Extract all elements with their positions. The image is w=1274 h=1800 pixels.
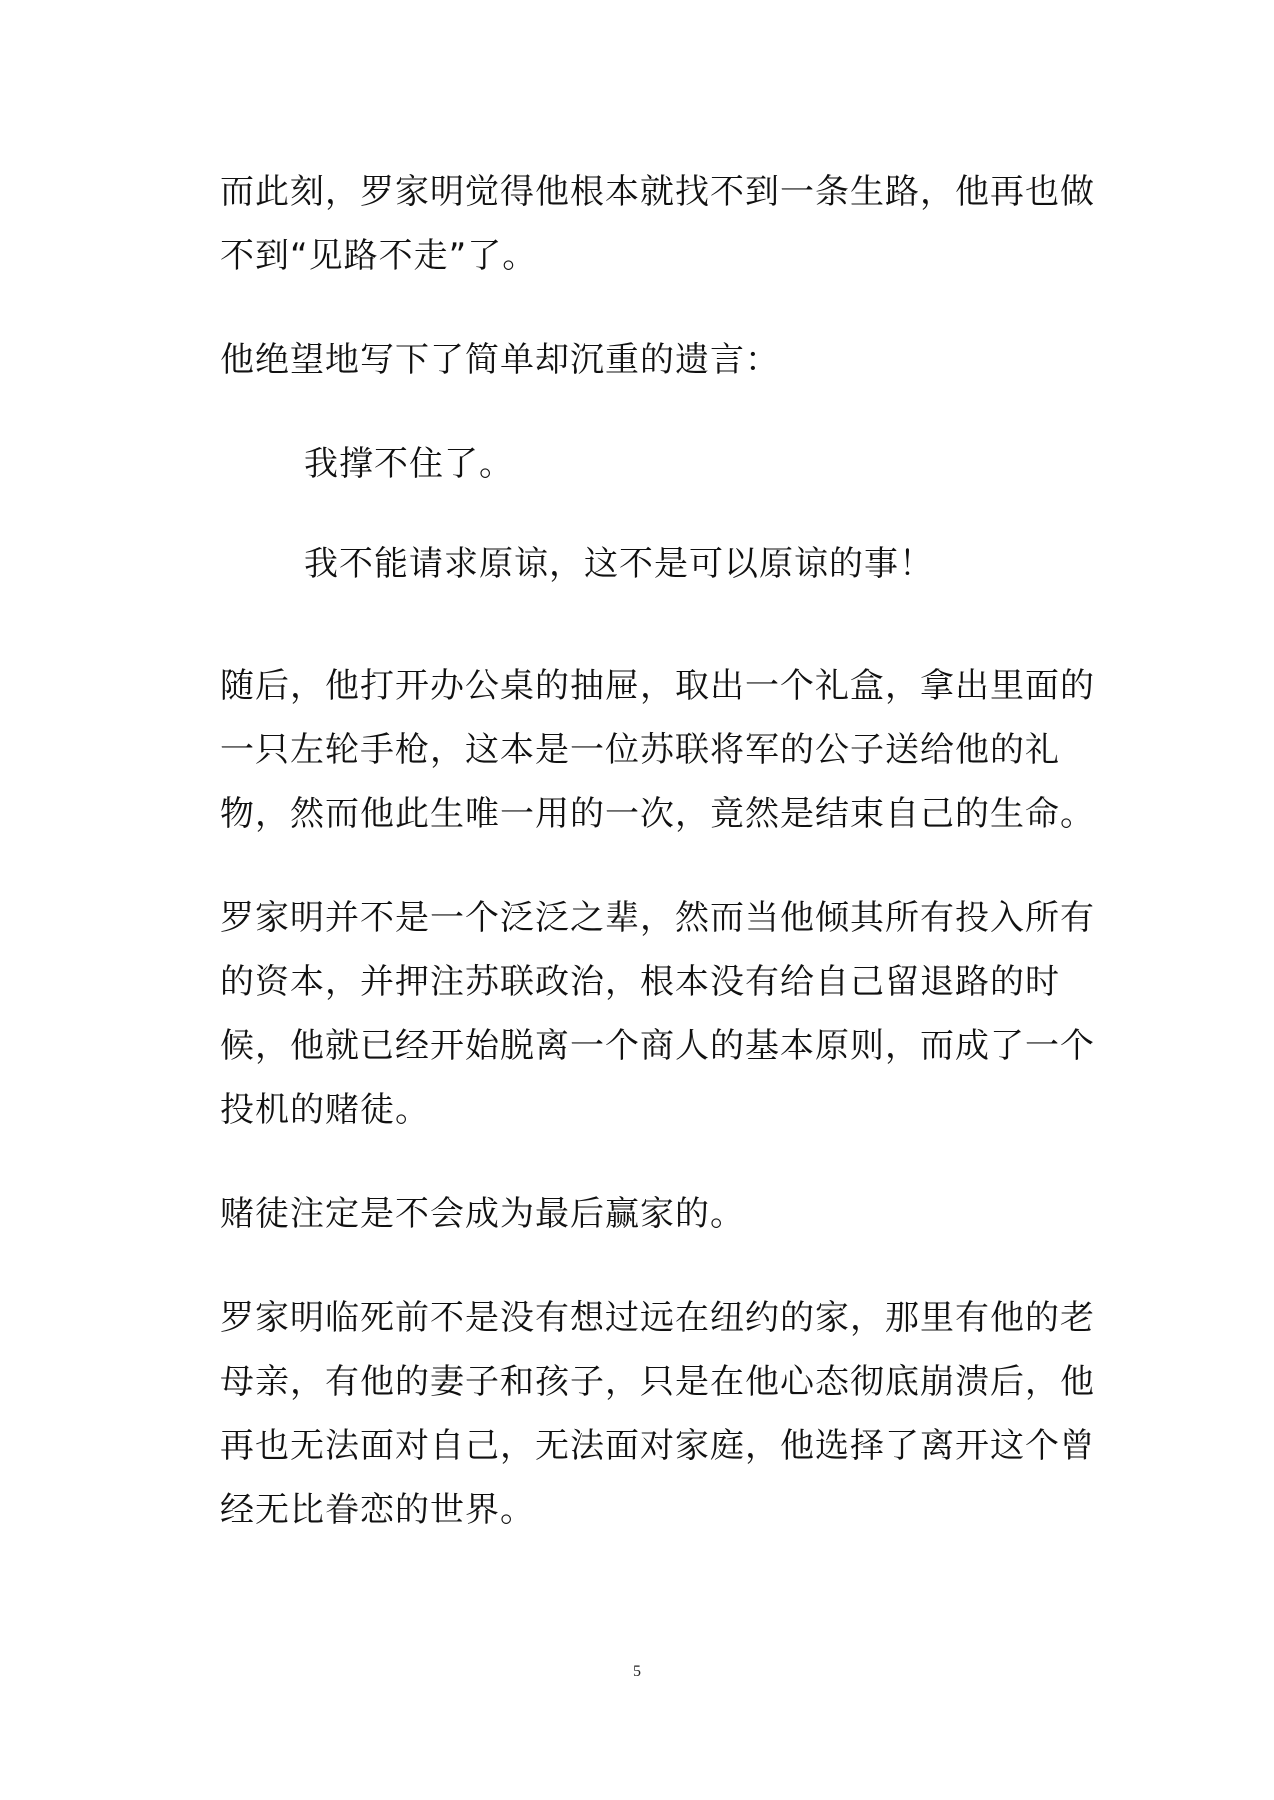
quote-line: 我不能请求原谅，这不是可以原谅的事！: [304, 544, 934, 584]
quoted-note: [220, 432, 1100, 596]
paragraph: 罗家明并不是一个泛泛之辈，然而当他倾其所有投入所有的资本，并押注苏联政治，根本没有给自己留退路的时候，他就已经开始脱离一个商人的基本原则，而成了一个投机的赌徒。: [220, 898, 1095, 1130]
page-number: 5: [633, 1663, 641, 1680]
quote-line: 我撑不住了。: [304, 444, 514, 484]
paragraph: 随后，他打开办公桌的抽屉，取出一个礼盒，拿出里面的一只左轮手枪，这本是一位苏联将军的公子送给他的礼物，然而他此生唯一用的一次，竟然是结束自己的生命。: [220, 666, 1095, 834]
paragraph: 而此刻，罗家明觉得他根本就找不到一条生路，他再也做不到“见路不走”了。: [220, 172, 1095, 276]
paragraph: 他绝望地写下了简单却沉重的遗言：: [220, 340, 780, 380]
document-body: [220, 160, 1100, 1582]
paragraph: 赌徒注定是不会成为最后赢家的。: [220, 1194, 745, 1234]
paragraph: 罗家明临死前不是没有想过远在纽约的家，那里有他的老母亲，有他的妻子和孩子，只是在他心态彻底崩溃后，他再也无法面对自己，无法面对家庭，他选择了离开这个曾经无比眷恋的世界。: [220, 1298, 1095, 1530]
